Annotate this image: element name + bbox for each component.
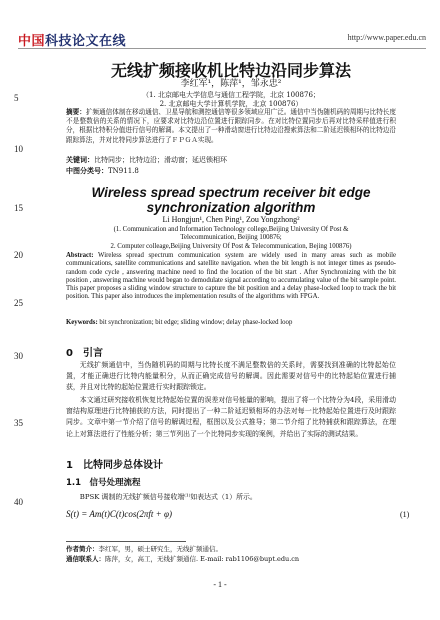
page-header — [18, 30, 426, 49]
paper-title: 无线扩频接收机比特边沿同步算法 — [110, 61, 351, 80]
clc-label: 中图分类号： — [66, 167, 108, 175]
english-affiliations — [66, 226, 396, 251]
keywords-label: 关键词： — [66, 156, 94, 164]
line-number: 25 — [14, 298, 23, 308]
line-number: 35 — [14, 418, 23, 428]
english-keywords-label: Keywords: — [66, 319, 98, 326]
english-affiliation-line: Telecommunication, Beijing 100876; — [180, 234, 282, 242]
abstract-text: 扩频通信体制在移动通信、卫星导航和测控通信等很多领域应用广泛。通信中当伪随机码的周期与比特长度不是整数倍的关系的情况下，应要求对比特边沿位置进行跟踪同步。在对比特位置同步后再对比特采样值进行积分，根据比特积分值进行信号的解调。本文提出了一种滑动窗进行比特边沿搜索算法和二阶延迟锁相环的比特边沿跟踪算法，并对比特同步算法进行了ＦＰＧＡ实现。 — [66, 108, 397, 144]
page-number: - 1 - — [213, 580, 227, 589]
keywords-text: 比特同步；比特边沿；滑动窗；延迟锁相环 — [94, 156, 227, 164]
affiliation-line: 2. 北京邮电大学计算机学院，北京 100876） — [159, 100, 303, 108]
english-authors: Li Hongjun¹, Chen Ping¹, Zou Yongzhong² — [162, 215, 300, 224]
equation: S(t) = Am(t)C(t)cos(2πft + φ) — [66, 509, 172, 519]
english-abstract-label: Abstract: — [66, 252, 94, 259]
section-heading: 0 引言 — [66, 348, 103, 359]
paragraph: BPSK 调制的无线扩频信号接收端⁽¹⁾如表达式（1）所示。 — [79, 493, 257, 501]
keywords — [66, 155, 396, 165]
clc-code: TN911.8 — [108, 167, 139, 175]
subsection-heading: 1.1 信号处理流程 — [66, 478, 141, 488]
english-abstract — [66, 252, 396, 302]
header-url[interactable]: http://www.paper.edu.cn — [347, 33, 426, 42]
affiliation-line: （1. 北京邮电大学信息与通信工程学院，北京 100876； — [142, 91, 320, 99]
english-abstract-text: Wireless spread spectrum communication system are widely used in many areas such as mobile communications, satellite communications and satellite navigation. when the bit length is not integer times as pseudo-random code cycle , answering machine need to find the location of the bit start . After Synchronizing with the bit position , answering machine would began to demodulate signal according to accumulating value of the bit sample point. This paper proposes a sliding window structure to capture the bit position and a delay phase-locked loop to track the bit position. This paper also introduces the implementation results of the algorithms with FPGA. — [66, 252, 396, 301]
authors: 李红军¹，陈萍¹，邹永忠² — [180, 79, 282, 89]
footnote-contact: 通信联系人：陈萍，女，高工，无线扩频通信. E-mail: rab1106@bupt.edu.cn — [66, 555, 300, 563]
paragraph: 无线扩频通信中，当伪随机码的周期与比特长度不满足整数倍的关系时，需要找到准确的比特起始位置，才能正确进行比特内能量积分，从而正确完成信号的解调。因此需要对信号中的比特起始位置进行捕获，并且对比特的起始位置进行实时跟踪锁定。 — [66, 361, 396, 392]
footnote-author: 作者简介：李红军，男，硕士研究生，无线扩频通信。 — [66, 545, 222, 553]
english-keywords — [66, 319, 396, 327]
paragraph: 本文通过研究接收机恢复比特起始位置的误差对信号能量的影响，提出了将一个比特分为4段，采用滑动窗结构原理进行比特捕获的方法，同时提出了一种二阶延迟锁相环的办法对每一比特起始位置进行及时跟踪同步。文章中第一节介绍了信号的解调过程，框图以及公式推导；第二节介绍了比特捕获和跟踪算法，在理论上对算法进行了性能分析；第三节列出了一个比特同步实现的案例，并给出了实际的测试结果。 — [66, 396, 396, 438]
classification — [66, 166, 396, 176]
english-affiliation-line: 2. Computer colleage,Beijing University Of Post & Telecommunication, Bejing 100876) — [110, 242, 352, 250]
line-number: 40 — [14, 497, 23, 507]
line-number: 30 — [14, 351, 23, 361]
line-number: 15 — [14, 203, 23, 213]
equation-number: (1) — [400, 510, 410, 519]
footnotes — [66, 544, 396, 564]
line-number: 20 — [14, 250, 23, 260]
english-keywords-text: bit synchronization; bit edge; sliding window; delay phase-locked loop — [97, 319, 293, 326]
english-title: Wireless spread spectrum receiver bit edge synchronization algorithm — [91, 185, 371, 215]
line-number: 10 — [14, 144, 23, 154]
abstract — [66, 108, 396, 145]
line-number: 5 — [14, 93, 19, 103]
brand-logo: 中国科技论文在线 — [18, 34, 127, 49]
abstract-label: 摘要： — [66, 108, 86, 116]
english-affiliation-line: (1. Communication and Information Technology college,Beijing University Of Post & — [113, 226, 349, 233]
section-heading: 1 比特同步总体设计 — [66, 460, 163, 471]
